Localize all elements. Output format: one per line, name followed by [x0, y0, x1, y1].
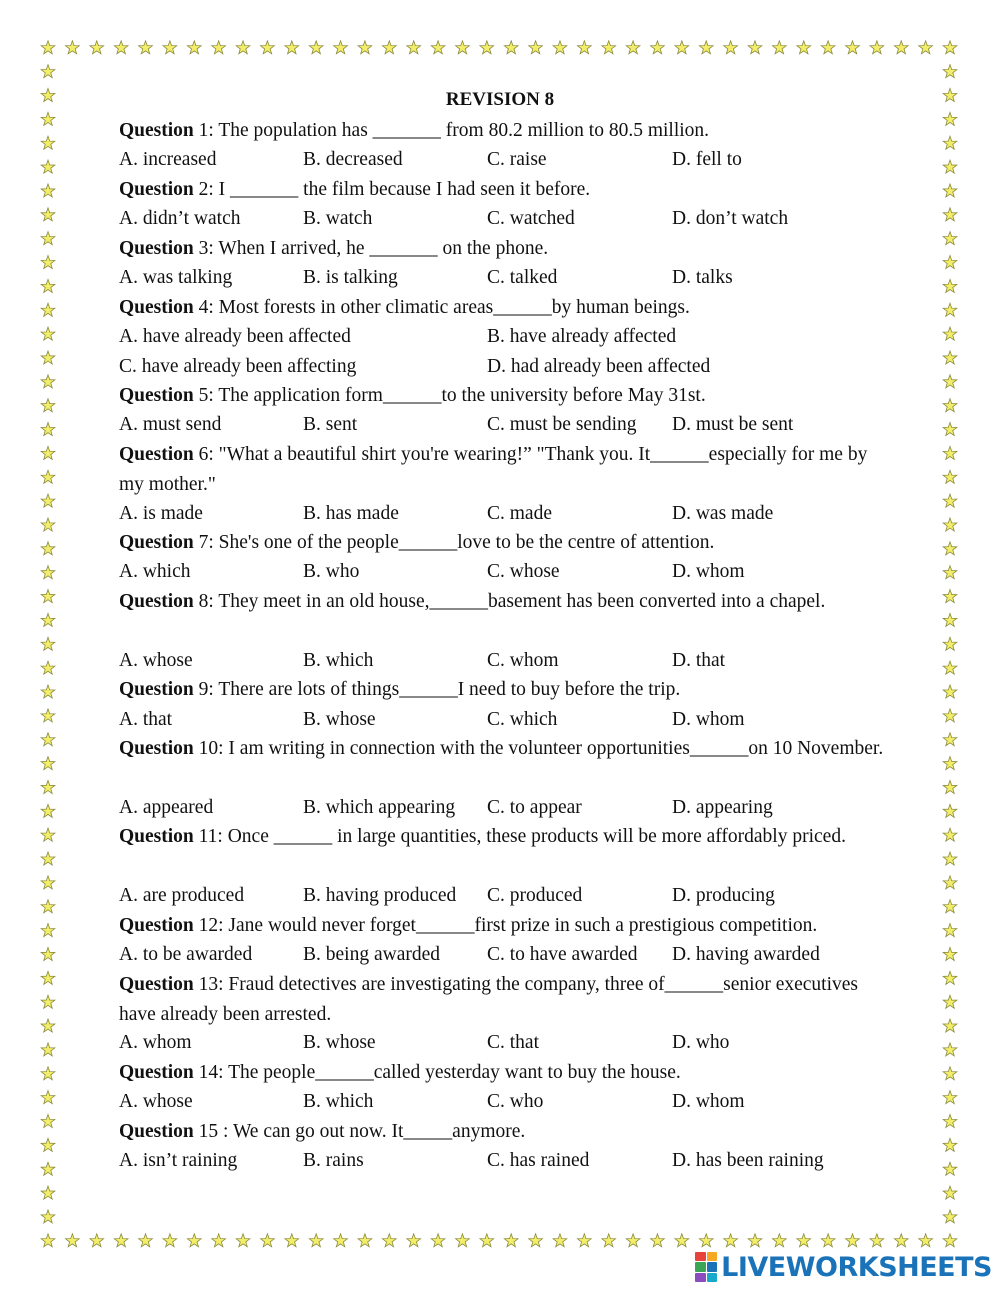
- star-icon: [41, 637, 55, 650]
- option-a[interactable]: A. whom: [119, 1032, 192, 1053]
- star-icon: [334, 1234, 348, 1247]
- option-d[interactable]: D. was made: [672, 503, 774, 524]
- star-icon: [358, 1234, 372, 1247]
- star-icon: [943, 423, 957, 436]
- question-text: 10: I am writing in connection with the volunteer opportunities______on 10 November.: [193, 738, 884, 759]
- star-icon: [943, 494, 957, 507]
- question-text: 1: The population has _______ from 80.2 million to 80.5 million.: [193, 120, 710, 141]
- star-icon: [139, 1234, 153, 1247]
- star-icon: [943, 1067, 957, 1080]
- star-icon: [943, 279, 957, 292]
- question-8: [119, 587, 889, 617]
- star-icon: [943, 41, 957, 54]
- star-icon: [943, 971, 957, 984]
- option-d[interactable]: D. that: [672, 650, 726, 671]
- options-7: [119, 557, 889, 587]
- star-icon: [724, 41, 738, 54]
- star-icon: [748, 41, 762, 54]
- option-b[interactable]: B. sent: [303, 414, 358, 435]
- option-c[interactable]: C. watched: [487, 208, 575, 229]
- option-c[interactable]: C. who: [487, 1091, 544, 1112]
- question-15: [119, 1117, 889, 1147]
- option-d[interactable]: D. talks: [672, 267, 733, 288]
- star-icon: [943, 542, 957, 555]
- question-text: 4: Most forests in other climatic areas______by human beings.: [193, 297, 690, 318]
- star-icon: [943, 947, 957, 960]
- star-icon: [943, 828, 957, 841]
- star-icon: [41, 661, 55, 674]
- option-b[interactable]: B. watch: [303, 208, 373, 229]
- star-icon: [41, 375, 55, 388]
- option-a[interactable]: A. to be awarded: [119, 944, 253, 965]
- star-icon: [41, 780, 55, 793]
- option-d[interactable]: D. having awarded: [672, 944, 820, 965]
- question-10: [119, 734, 889, 764]
- star-icon: [41, 566, 55, 579]
- question-13: [119, 970, 889, 1029]
- star-icon: [90, 1234, 104, 1247]
- option-a[interactable]: A. whose: [119, 1091, 193, 1112]
- option-d[interactable]: D. don’t watch: [672, 208, 789, 229]
- logo-text: LIVEWORKSHEETS: [721, 1251, 992, 1283]
- option-d[interactable]: D. has been raining: [672, 1150, 824, 1171]
- star-icon: [407, 41, 421, 54]
- option-c[interactable]: C. whose: [487, 561, 560, 582]
- options-4a: [119, 322, 889, 352]
- star-icon: [41, 685, 55, 698]
- question-text: 14: The people______called yesterday want to buy the house.: [193, 1062, 681, 1083]
- star-icon: [41, 423, 55, 436]
- option-d[interactable]: D. whom: [672, 709, 745, 730]
- star-icon: [943, 1043, 957, 1056]
- star-icon: [553, 1234, 567, 1247]
- star-icon: [504, 1234, 518, 1247]
- question-label: Question: [119, 179, 194, 200]
- star-icon: [943, 1162, 957, 1175]
- question-6: [119, 440, 889, 499]
- star-icon: [261, 1234, 275, 1247]
- question-label: Question: [119, 1121, 194, 1142]
- star-icon: [41, 828, 55, 841]
- star-icon: [41, 208, 55, 221]
- star-icon: [699, 1234, 713, 1247]
- star-icon: [41, 876, 55, 889]
- question-4: [119, 293, 889, 323]
- option-d[interactable]: D. must be sent: [672, 414, 794, 435]
- option-a[interactable]: A. that: [119, 709, 173, 730]
- question-5: [119, 381, 889, 411]
- star-icon: [41, 995, 55, 1008]
- option-a[interactable]: A. isn’t raining: [119, 1150, 238, 1171]
- star-icon: [41, 1019, 55, 1032]
- star-icon: [577, 1234, 591, 1247]
- star-icon: [797, 41, 811, 54]
- option-c[interactable]: C. raise: [487, 149, 547, 170]
- star-icon: [41, 160, 55, 173]
- page-title: REVISION 8: [445, 89, 555, 110]
- options-6: [119, 499, 889, 529]
- star-icon: [41, 1115, 55, 1128]
- star-icon: [41, 1162, 55, 1175]
- star-icon: [480, 41, 494, 54]
- option-a[interactable]: A. didn’t watch: [119, 208, 241, 229]
- star-icon: [358, 41, 372, 54]
- question-label: Question: [119, 679, 194, 700]
- star-icon: [114, 1234, 128, 1247]
- star-icon: [41, 590, 55, 603]
- star-icon: [943, 1115, 957, 1128]
- star-icon: [456, 41, 470, 54]
- star-icon: [846, 41, 860, 54]
- star-icon: [626, 41, 640, 54]
- star-icon: [943, 733, 957, 746]
- star-icon: [943, 685, 957, 698]
- option-a[interactable]: A. is made: [119, 503, 203, 524]
- option-a[interactable]: A. increased: [119, 149, 217, 170]
- option-b[interactable]: B. rains: [303, 1150, 364, 1171]
- star-icon: [943, 876, 957, 889]
- options-12: [119, 940, 889, 970]
- question-text: 9: There are lots of things______I need to buy before the trip.: [193, 679, 681, 700]
- star-icon: [41, 184, 55, 197]
- star-icon: [943, 518, 957, 531]
- option-a[interactable]: A. whose: [119, 650, 193, 671]
- star-icon: [943, 327, 957, 340]
- star-icon: [41, 757, 55, 770]
- star-icon: [821, 1234, 835, 1247]
- star-icon: [309, 41, 323, 54]
- star-icon: [382, 41, 396, 54]
- star-icon: [602, 41, 616, 54]
- star-icon: [602, 1234, 616, 1247]
- options-4b: [119, 352, 889, 382]
- option-c[interactable]: C. that: [487, 1032, 539, 1053]
- star-icon: [919, 1234, 933, 1247]
- star-icon: [41, 971, 55, 984]
- star-icon: [285, 41, 299, 54]
- star-icon: [943, 780, 957, 793]
- star-icon: [382, 1234, 396, 1247]
- option-d[interactable]: D. whom: [672, 561, 745, 582]
- star-icon: [261, 41, 275, 54]
- option-a[interactable]: A. appeared: [119, 797, 214, 818]
- star-icon: [41, 1234, 55, 1247]
- question-11: [119, 822, 889, 852]
- option-b[interactable]: B. being awarded: [303, 944, 440, 965]
- question-1: [119, 116, 889, 146]
- option-d[interactable]: D. producing: [672, 885, 775, 906]
- star-icon: [919, 41, 933, 54]
- options-13: [119, 1028, 889, 1058]
- star-icon: [748, 1234, 762, 1247]
- star-icon: [41, 446, 55, 459]
- star-icon: [529, 41, 543, 54]
- star-icon: [894, 1234, 908, 1247]
- star-icon: [163, 1234, 177, 1247]
- question-text: 5: The application form______to the university before May 31st.: [193, 385, 706, 406]
- options-14: [119, 1087, 889, 1117]
- question-text: 8: They meet in an old house,______basement has been converted into a chapel.: [193, 591, 826, 612]
- star-icon: [41, 542, 55, 555]
- star-icon: [41, 65, 55, 78]
- option-a[interactable]: A. was talking: [119, 267, 233, 288]
- star-icon: [943, 399, 957, 412]
- star-icon: [41, 733, 55, 746]
- star-icon: [943, 136, 957, 149]
- star-icon: [773, 1234, 787, 1247]
- options-1: [119, 145, 889, 175]
- star-icon: [41, 924, 55, 937]
- star-icon: [943, 900, 957, 913]
- option-a[interactable]: A. have already been affected: [119, 326, 351, 347]
- star-icon: [41, 1067, 55, 1080]
- star-icon: [41, 470, 55, 483]
- question-text: 13: Fraud detectives are investigating the company, three of______senior executives have already been arrested.: [119, 974, 859, 1025]
- star-icon: [675, 41, 689, 54]
- star-icon: [407, 1234, 421, 1247]
- star-icon: [431, 41, 445, 54]
- star-icon: [114, 41, 128, 54]
- star-icon: [66, 1234, 80, 1247]
- option-b[interactable]: B. have already affected: [487, 326, 677, 347]
- star-icon: [943, 613, 957, 626]
- star-icon: [41, 1091, 55, 1104]
- question-label: Question: [119, 738, 194, 759]
- star-icon: [943, 924, 957, 937]
- option-c[interactable]: C. which: [487, 709, 558, 730]
- star-icon: [846, 1234, 860, 1247]
- star-icon: [943, 184, 957, 197]
- star-icon: [651, 41, 665, 54]
- question-label: Question: [119, 826, 194, 847]
- star-icon: [577, 41, 591, 54]
- option-b[interactable]: B. having produced: [303, 885, 457, 906]
- star-icon: [41, 351, 55, 364]
- question-label: Question: [119, 532, 194, 553]
- star-icon: [41, 303, 55, 316]
- star-icon: [309, 1234, 323, 1247]
- option-c[interactable]: C. talked: [487, 267, 558, 288]
- star-icon: [41, 112, 55, 125]
- question-text: 3: When I arrived, he _______ on the phone.: [193, 238, 549, 259]
- star-icon: [943, 232, 957, 245]
- options-8: [119, 646, 889, 676]
- star-icon: [41, 613, 55, 626]
- star-icon: [334, 41, 348, 54]
- question-text: 11: Once ______ in large quantities, these products will be more affordably priced.: [193, 826, 846, 847]
- star-icon: [943, 446, 957, 459]
- star-icon: [187, 1234, 201, 1247]
- star-icon: [870, 1234, 884, 1247]
- option-b[interactable]: B. which appearing: [303, 797, 456, 818]
- star-icon: [626, 1234, 640, 1247]
- star-icon: [41, 518, 55, 531]
- option-d[interactable]: D. whom: [672, 1091, 745, 1112]
- question-text: 2: I _______ the film because I had seen it before.: [193, 179, 591, 200]
- star-icon: [529, 1234, 543, 1247]
- star-icon: [724, 1234, 738, 1247]
- star-icon: [41, 1210, 55, 1223]
- star-icon: [821, 41, 835, 54]
- star-icon: [943, 375, 957, 388]
- options-10: [119, 793, 889, 823]
- option-c[interactable]: C. must be sending: [487, 414, 637, 435]
- liveworksheets-logo[interactable]: [695, 1250, 992, 1284]
- star-icon: [943, 256, 957, 269]
- option-d[interactable]: D. appearing: [672, 797, 773, 818]
- option-b[interactable]: B. which: [303, 650, 374, 671]
- question-text: 15 : We can go out now. It_____anymore.: [193, 1121, 526, 1142]
- star-icon: [943, 757, 957, 770]
- question-3: [119, 234, 889, 264]
- star-icon: [480, 1234, 494, 1247]
- option-a[interactable]: A. must send: [119, 414, 222, 435]
- star-icon: [41, 399, 55, 412]
- star-icon: [943, 590, 957, 603]
- star-icon: [943, 1091, 957, 1104]
- star-icon: [212, 1234, 226, 1247]
- star-icon: [675, 1234, 689, 1247]
- star-icon: [651, 1234, 665, 1247]
- star-icon: [943, 303, 957, 316]
- star-icon: [285, 1234, 299, 1247]
- option-b[interactable]: B. who: [303, 561, 360, 582]
- question-label: Question: [119, 120, 194, 141]
- question-9: [119, 675, 889, 705]
- option-d[interactable]: D. who: [672, 1032, 730, 1053]
- star-icon: [943, 112, 957, 125]
- option-b[interactable]: B. is talking: [303, 267, 398, 288]
- star-icon: [41, 232, 55, 245]
- question-2: [119, 175, 889, 205]
- star-icon: [943, 208, 957, 221]
- star-icon: [797, 1234, 811, 1247]
- liveworksheets-logo-icon: [695, 1252, 717, 1282]
- star-icon: [41, 1138, 55, 1151]
- options-15: [119, 1146, 889, 1176]
- question-text: 12: Jane would never forget______first prize in such a prestigious competition.: [193, 915, 818, 936]
- question-label: Question: [119, 238, 194, 259]
- star-icon: [699, 41, 713, 54]
- option-c[interactable]: C. to have awarded: [487, 944, 638, 965]
- star-icon: [943, 709, 957, 722]
- star-icon: [504, 41, 518, 54]
- question-14: [119, 1058, 889, 1088]
- star-icon: [943, 1138, 957, 1151]
- option-c[interactable]: C. made: [487, 503, 552, 524]
- question-text: 6: "What a beautiful shirt you're wearing!” "Thank you. It______especially for me by my mother.": [119, 444, 868, 495]
- star-icon: [553, 41, 567, 54]
- star-icon: [943, 852, 957, 865]
- star-icon: [943, 1186, 957, 1199]
- star-icon: [943, 1234, 957, 1247]
- option-b[interactable]: B. which: [303, 1091, 374, 1112]
- options-5: [119, 410, 889, 440]
- star-icon: [943, 351, 957, 364]
- option-c[interactable]: C. whom: [487, 650, 559, 671]
- star-icon: [41, 41, 55, 54]
- star-icon: [943, 637, 957, 650]
- option-d[interactable]: D. had already been affected: [487, 356, 711, 377]
- star-icon: [236, 1234, 250, 1247]
- star-icon: [41, 1043, 55, 1056]
- star-icon: [66, 41, 80, 54]
- star-icon: [894, 41, 908, 54]
- star-icon: [41, 327, 55, 340]
- question-label: Question: [119, 297, 194, 318]
- star-icon: [41, 1186, 55, 1199]
- star-icon: [943, 566, 957, 579]
- star-icon: [236, 41, 250, 54]
- star-icon: [41, 947, 55, 960]
- star-icon: [90, 41, 104, 54]
- question-label: Question: [119, 385, 194, 406]
- question-label: Question: [119, 974, 194, 995]
- star-icon: [41, 852, 55, 865]
- star-icon: [41, 900, 55, 913]
- star-icon: [41, 804, 55, 817]
- star-icon: [41, 709, 55, 722]
- option-c[interactable]: C. have already been affecting: [119, 356, 357, 377]
- star-icon: [163, 41, 177, 54]
- option-c[interactable]: C. has rained: [487, 1150, 590, 1171]
- star-icon: [187, 41, 201, 54]
- option-c[interactable]: C. to appear: [487, 797, 582, 818]
- question-12: [119, 911, 889, 941]
- question-7: [119, 528, 889, 558]
- star-icon: [943, 65, 957, 78]
- star-icon: [943, 804, 957, 817]
- options-2: [119, 204, 889, 234]
- star-icon: [943, 661, 957, 674]
- star-icon: [139, 41, 153, 54]
- option-a[interactable]: A. which: [119, 561, 191, 582]
- star-icon: [212, 41, 226, 54]
- star-icon: [456, 1234, 470, 1247]
- star-icon: [943, 160, 957, 173]
- star-icon: [943, 470, 957, 483]
- option-d[interactable]: D. fell to: [672, 149, 742, 170]
- question-label: Question: [119, 1062, 194, 1083]
- options-3: [119, 263, 889, 293]
- star-icon: [41, 494, 55, 507]
- question-label: Question: [119, 444, 194, 465]
- option-b[interactable]: B. whose: [303, 709, 376, 730]
- star-icon: [943, 995, 957, 1008]
- star-icon: [41, 256, 55, 269]
- option-a[interactable]: A. are produced: [119, 885, 245, 906]
- star-icon: [41, 279, 55, 292]
- option-c[interactable]: C. produced: [487, 885, 583, 906]
- star-icon: [773, 41, 787, 54]
- question-label: Question: [119, 591, 194, 612]
- star-icon: [41, 136, 55, 149]
- star-icon: [943, 1210, 957, 1223]
- star-icon: [870, 41, 884, 54]
- option-b[interactable]: B. has made: [303, 503, 399, 524]
- star-icon: [943, 1019, 957, 1032]
- options-11: [119, 881, 889, 911]
- question-label: Question: [119, 915, 194, 936]
- star-icon: [431, 1234, 445, 1247]
- question-text: 7: She's one of the people______love to be the centre of attention.: [193, 532, 715, 553]
- option-b[interactable]: B. whose: [303, 1032, 376, 1053]
- options-9: [119, 705, 889, 735]
- option-b[interactable]: B. decreased: [303, 149, 403, 170]
